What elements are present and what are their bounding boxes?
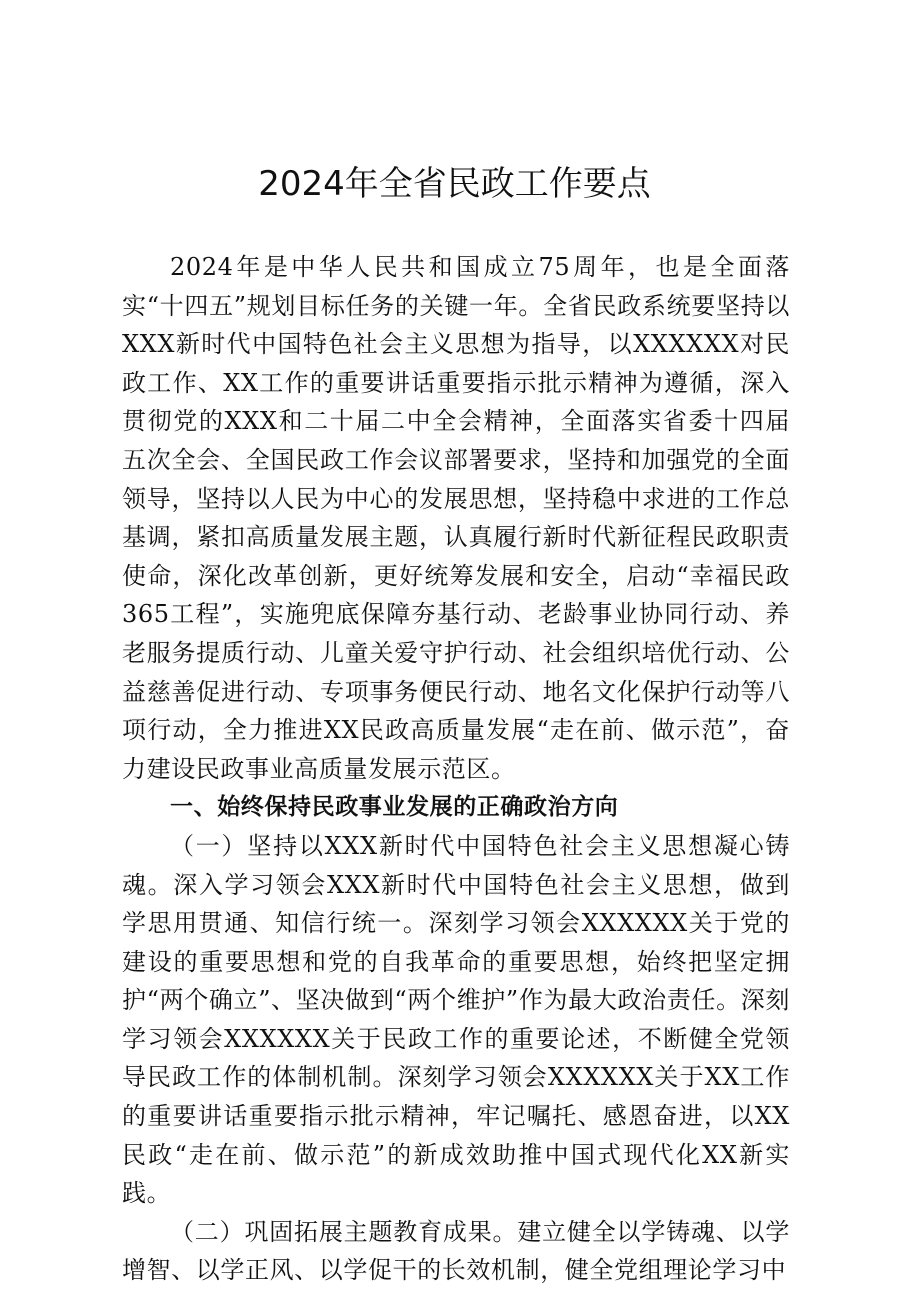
section-heading-1: 一、始终保持民政事业发展的正确政治方向 bbox=[170, 794, 619, 821]
intro-paragraph: 2024年是中华人民共和国成立75周年，也是全面落实“十四五”规划目标任务的关键一年。全省民政系统要坚持以XXX新时代中国特色社会主义思想为指导，以XXXXXX对民政工作、XX工作的重要讲话重要指示批示精神为遵循，深入贯彻党的XXX和二十届二中全会精神，全面落实省委十四届五次全会、全国民政工作会议部署要求，坚持和加强党的全面领导，坚持以人民为中心的发展思想，坚持稳中求进的工作总基调，紧扣高质量发展主题，认真履行新时代新征程民政职责使命，深化改革创新，更好统筹发展和安全，启动“幸福民政365工程”，实施兜底保障夯基行动、老龄事业协同行动、养老服务提质行动、儿童关爱守护行动、社会组织培优行动、公益慈善促进行动、专项事务便民行动、地名文化保护行动等八项行动，全力推进XX民政高质量发展“走在前、做示范”，奋力建设民政事业高质量发展示范区。 bbox=[122, 253, 790, 783]
item-paragraph-2: （二）巩固拓展主题教育成果。建立健全以学铸魂、以学增智、以学正风、以学促干的长效机制，健全党组理论学习中 bbox=[122, 1217, 790, 1285]
document-body bbox=[122, 248, 790, 1290]
document-title: 2024年全省民政工作要点 bbox=[258, 164, 651, 204]
item-paragraph-1: （一）坚持以XXX新时代中国特色社会主义思想凝心铸魂。深入学习领会XXX新时代中国特色社会主义思想，做到学思用贯通、知信行统一。深刻学习领会XXXXXX关于党的建设的重要思想和党的自我革命的重要思想，始终把坚定拥护“两个确立”、坚决做到“两个维护”作为最大政治责任。深刻学习领会XXXXXX关于民政工作的重要论述，不断健全党领导民政工作的体制机制。深刻学习领会XXXXXX关于XX工作的重要讲话重要指示批示精神，牢记嘱托、感恩奋进，以XX民政“走在前、做示范”的新成效助推中国式现代化XX新实践。 bbox=[122, 831, 790, 1208]
